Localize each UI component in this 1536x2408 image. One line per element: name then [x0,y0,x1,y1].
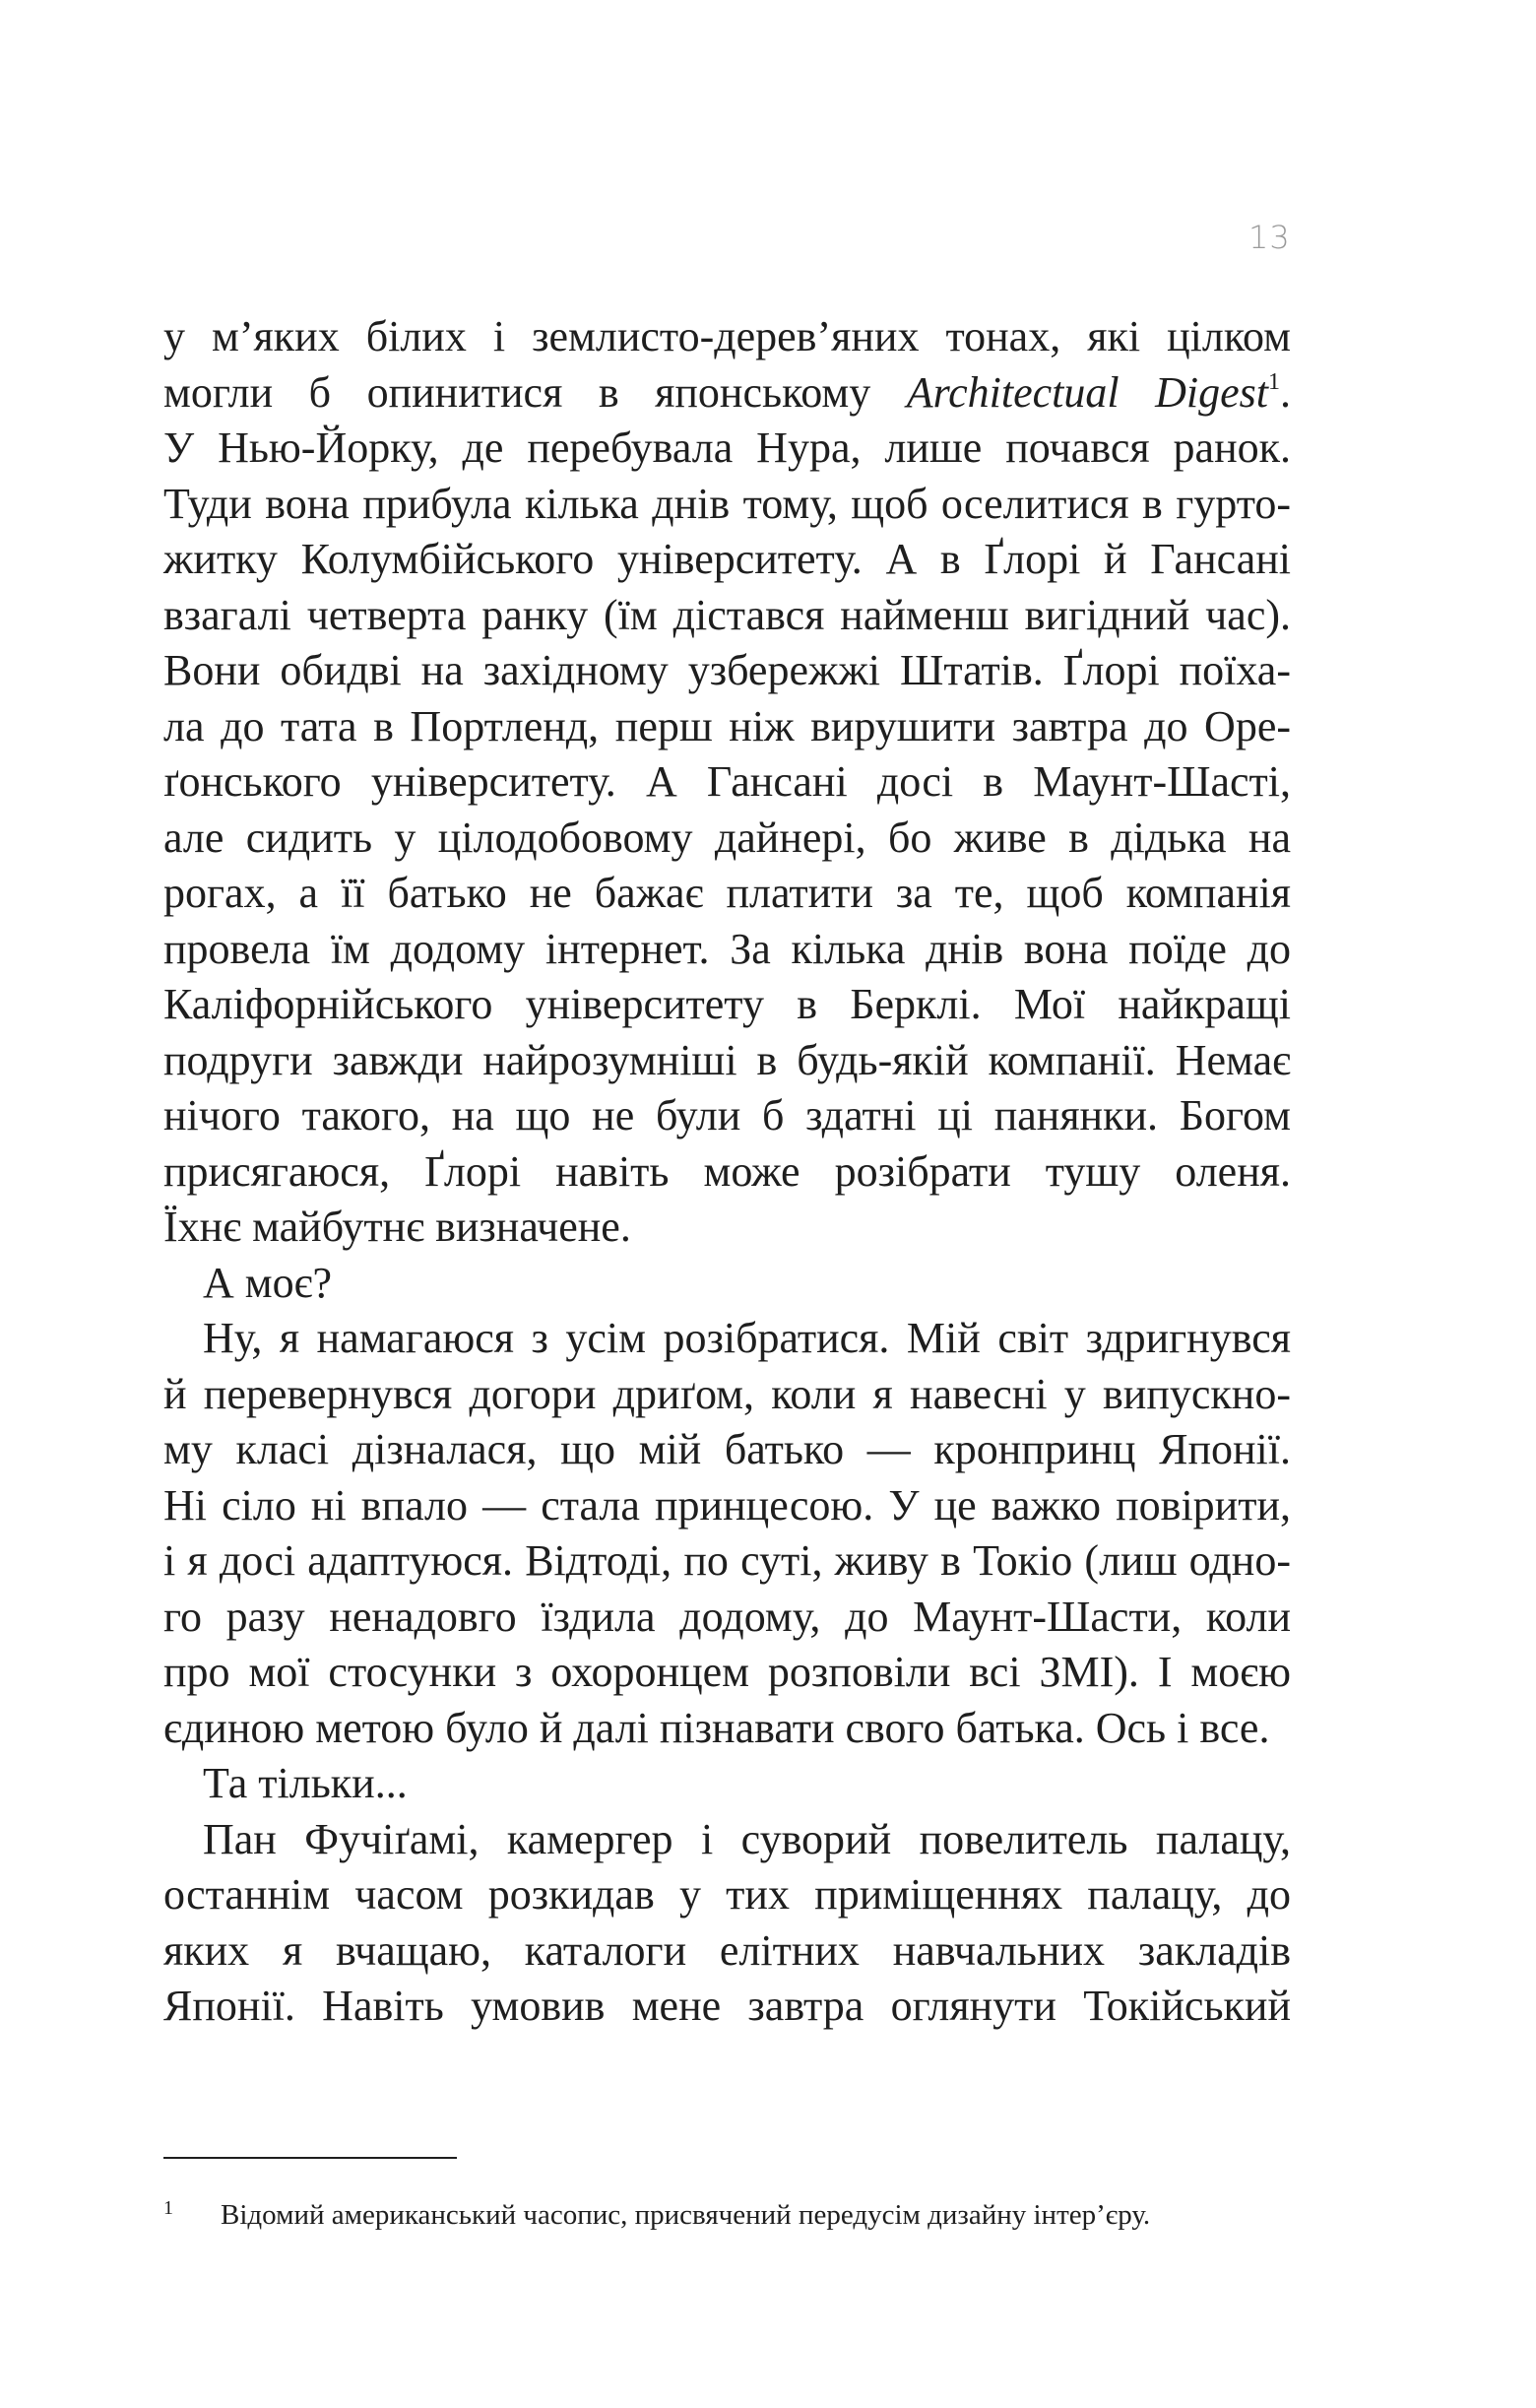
text-line-content: Ні сіло ні впало — стала принцесою. У це важко повірити, [163,1480,1291,1529]
italic-title: Architectual Digest [906,367,1268,417]
body-text [163,309,1291,2035]
text-line-content: Туди вона прибула кілька днів тому, щоб оселитися в гурто- [163,479,1291,528]
text-line-content: Та тільки... [203,1759,408,1807]
text-line [163,866,1291,922]
text-line-content: У Нью-Йорку, де перебувала Нура, лише почався ранок. [163,423,1291,472]
text-line [163,1033,1291,1089]
text-line-content: останнім часом розкидав у тих приміщеннях палацу, до [163,1870,1291,1919]
text-line [163,365,1291,422]
text-line [163,1367,1291,1423]
text-line [163,1645,1291,1701]
text-line-content: Вони обидві на західному узбережжі Штатів. Ґлорі поїха- [163,646,1291,694]
text-line [163,643,1291,699]
text-line [163,1590,1291,1646]
text-line-content: ґонського університету. А Гансані досі в Маунт-Шасті, [163,757,1291,806]
text-line-content: у м’яких білих і землисто-дерев’яних тонах, які цілком [163,312,1291,360]
footnote-text: Відомий американський часопис, присвячений передусім дизайну інтер’єру. [221,2199,1151,2231]
text-line-content: Ну, я намагаюся з усім розібратися. Мій світ здригнувся [203,1314,1291,1362]
text-line-content: й перевернувся догори дриґом, коли я навесні у випускно- [163,1369,1291,1418]
text-line [163,1533,1291,1590]
text-line [163,309,1291,365]
text-line [163,922,1291,978]
text-line [163,1478,1291,1534]
text-line-content: яких я вчащаю, каталоги елітних навчальних закладів [163,1925,1291,1975]
text-line-content: подруги завжди найрозумніші в будь-якій компанії. Немає [163,1035,1291,1084]
text-line-content: про мої стосунки з охоронцем розповіли всі ЗМІ). І моєю [163,1648,1291,1696]
text-line [163,421,1291,477]
text-line-content: Японії. Навіть умовив мене завтра оглянути Токійський [163,1982,1291,2030]
text-line [163,532,1291,588]
text-line-content: житку Колумбійського університету. А в Ґлорі й Гансані [163,535,1291,583]
text-line [163,1923,1291,1980]
text-line-content: нічого такого, на що не були б здатні ці панянки. Богом [163,1091,1291,1139]
text-line-content: взагалі четверта ранку (їм дістався найменш вигідний час). [163,590,1291,639]
page-number: 13 [1248,219,1291,256]
text-line-content: рогах, а її батько не бажає платити за те, щоб компанія [163,869,1291,917]
text-line [163,699,1291,755]
text-line-content: Каліфорнійського університету в Берклі. Мої найкращі [163,980,1291,1028]
text-line-content: єдиною метою було й далі пізнавати свого батька. Ось і все. [163,1703,1270,1752]
text-line [163,1701,1291,1757]
text-line [163,1311,1291,1367]
text-line [163,1256,1291,1312]
footnote-rule [163,2157,457,2159]
text-line [163,1422,1291,1478]
text-line [163,811,1291,867]
footnote-reference[interactable]: 1 [1268,368,1280,395]
text-line-content: Пан Фучіґамі, камергер і суворий повелитель палацу, [203,1814,1291,1863]
text-line [163,1979,1291,2035]
footnote [163,2190,1291,2233]
text-line-content: і я досі адаптуюся. Відтоді, по суті, живу в Токіо (лиш одно- [163,1536,1291,1585]
text-line-content: присягаюся, Ґлорі навіть може розібрати тушу оленя. [163,1146,1291,1196]
text-line-content: могли б опинитися в японському [163,367,907,417]
footnote-number: 1 [163,2197,173,2219]
text-line [163,1200,1291,1256]
text-line [163,977,1291,1033]
text-line-content: му класі дізналася, що мій батько — кронпринц Японії. [163,1425,1291,1473]
text-line [163,588,1291,644]
text-line-content: але сидить у цілодобовому дайнері, бо живе в дідька на [163,813,1291,862]
text-line [163,1144,1291,1201]
text-line-content: Їхнє майбутнє визначене. [163,1203,631,1251]
text-line-content: го разу ненадовго їздила додому, до Маунт-Шасти, коли [163,1592,1291,1641]
text-line [163,1088,1291,1144]
text-line [163,1756,1291,1812]
text-line-content: А моє? [203,1258,333,1307]
text-line-content: ла до тата в Портленд, перш ніж вирушити завтра до Оре- [163,701,1291,750]
text-line-content: провела їм додому інтернет. За кілька днів вона поїде до [163,924,1291,973]
text-line [163,477,1291,533]
text-line [163,754,1291,811]
text-line-tail: . [1280,367,1291,417]
text-line [163,1812,1291,1868]
text-line [163,1867,1291,1923]
